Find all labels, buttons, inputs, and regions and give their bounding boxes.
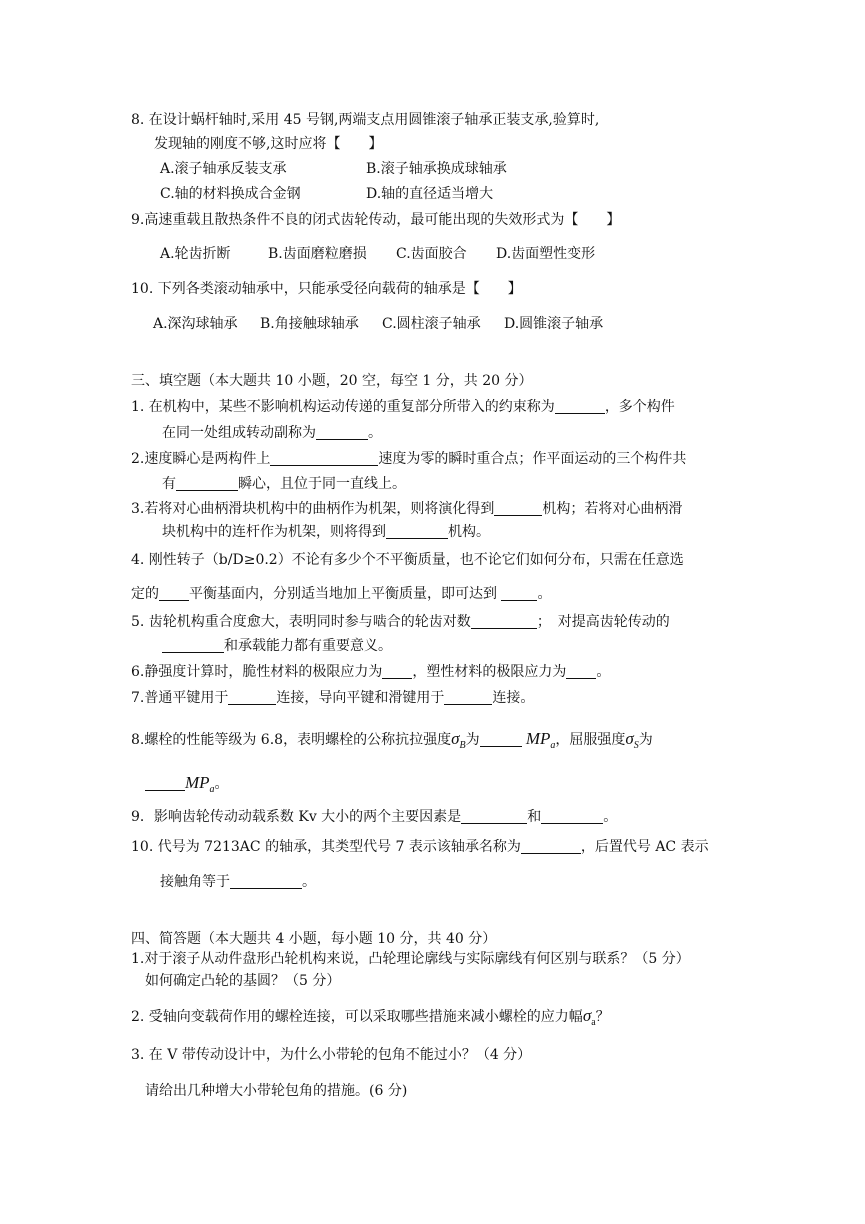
mcq10-line1: 10. 下列各类滚动轴承中，只能承受径向载荷的轴承是【 】 (131, 281, 522, 297)
fill9-blank2[interactable] (541, 809, 603, 824)
fill8-blank2[interactable] (145, 776, 185, 791)
mcq9-option-d: D.齿面塑性变形 (496, 246, 596, 262)
fill1-line2: 在同一处组成转动副称为 。 (162, 425, 382, 441)
mcq10-option-b: B.角接触球轴承 (260, 316, 359, 332)
mcq9-option-a: A.轮齿折断 (160, 246, 231, 262)
short3-line1: 3. 在 V 带传动设计中，为什么小带轮的包角不能过小？（4 分） (131, 1047, 532, 1063)
fill4-blank2[interactable] (501, 586, 537, 601)
sigma-s-symbol: $\sigma_S$ (625, 729, 639, 751)
fill2-blank2[interactable] (176, 476, 238, 491)
fill2-line2: 有 瞬心，且位于同一直线上。 (162, 476, 406, 492)
fill3-blank1[interactable] (494, 501, 542, 516)
fill4-blank1[interactable] (159, 586, 189, 601)
fill2-line1: 2.速度瞬心是两构件上 速度为零的瞬时重合点；作平面运动的三个构件共 (131, 451, 687, 467)
fill-heading: 三、填空题（本大题共 10 小题，20 空，每空 1 分，共 20 分） (131, 373, 533, 389)
fill7-blank2[interactable] (444, 690, 492, 705)
fill9-blank1[interactable] (461, 809, 527, 824)
mcq8-line1: 8. 在设计蜗杆轴时,采用 45 号钢,两端支点用圆锥滚子轴承正装支承,验算时, (131, 112, 600, 128)
fill3-line1: 3.若将对心曲柄滑块机构中的曲柄作为机架，则将演化得到 机构；若将对心曲柄滑 (131, 501, 683, 517)
mcq8-option-b: B.滚子轴承换成球轴承 (366, 161, 507, 177)
sigma-a-symbol: $\sigma_a$ (582, 1006, 596, 1028)
fill5-blank2[interactable] (162, 638, 224, 653)
fill5-line2: 和承载能力都有重要意义。 (162, 637, 392, 655)
fill10-line1: 10. 代号为 7213AC 的轴承，其类型代号 7 表示该轴承名称为 ，后置代号 AC 表示 (131, 839, 709, 855)
mcq10-option-d: D.圆锥滚子轴承 (504, 316, 604, 332)
mcq9-line1: 9.高速重载且散热条件不良的闭式齿轮传动，最可能出现的失效形式为【 】 (131, 212, 621, 228)
mcq8-option-d: D.轴的直径适当增大 (366, 186, 494, 202)
short1-line1: 1.对于滚子从动件盘形凸轮机构来说，凸轮理论廓线与实际廓线有何区别与联系？（5 分） (131, 951, 690, 967)
fill1-blank1[interactable] (555, 399, 605, 414)
fill8-line1: 8.螺栓的性能等级为 6.8，表明螺栓的公称抗拉强度$\sigma_B$为 $MP_a$，屈服强度$\sigma_S$为 (131, 729, 653, 751)
fill10-blank2[interactable] (230, 874, 302, 889)
mcq10-option-a: A.深沟球轴承 (153, 316, 238, 332)
fill6-blank1[interactable] (382, 664, 412, 679)
mpa-unit: $MP_a$ (525, 729, 556, 751)
short-heading: 四、简答题（本大题共 4 小题，每小题 10 分，共 40 分） (131, 931, 497, 947)
fill5-line1: 5. 齿轮机构重合度愈大，表明同时参与啮合的轮齿对数 ； 对提高齿轮传动的 (131, 614, 670, 630)
fill3-blank2[interactable] (386, 524, 448, 539)
fill4-line1: 4. 刚性转子（b/D≥0.2）不论有多少个不平衡质量，也不论它们如何分布，只需在任意选 (131, 552, 684, 568)
fill4-line2: 定的 平衡基面内，分别适当地加上平衡质量，即可达到 。 (131, 586, 552, 602)
short2-line1: 2. 受轴向变载荷作用的螺栓连接，可以采取哪些措施来减小螺栓的应力幅$\sigma_a$？ (131, 1006, 610, 1028)
mcq9-option-c: C.齿面胶合 (396, 246, 467, 262)
fill8-blank1[interactable] (480, 732, 522, 747)
fill10-line2: 接触角等于 。 (160, 874, 316, 890)
fill10-blank1[interactable] (521, 839, 581, 854)
short3-line2: 请给出几种增大小带轮包角的措施。(6 分) (145, 1083, 408, 1099)
fill1-line1: 1. 在机构中，某些不影响机构运动传递的重复部分所带入的约束称为 ，多个构件 (131, 399, 675, 415)
fill8-line2: $MP_a$。 (145, 772, 229, 801)
mpa-unit-2: $MP_a$ (185, 773, 215, 795)
short1-line2: 如何确定凸轮的基圆？（5 分） (145, 973, 341, 989)
fill3-line2: 块机构中的连杆作为机架，则将得到 机构。 (162, 524, 490, 540)
mcq8-option-a: A.滚子轴承反装支承 (160, 161, 287, 177)
mcq9-option-b: B.齿面磨粒磨损 (268, 246, 367, 262)
mcq10-option-c: C.圆柱滚子轴承 (382, 316, 481, 332)
fill7-blank1[interactable] (228, 690, 276, 705)
mcq8-option-c: C.轴的材料换成合金钢 (160, 186, 301, 202)
fill1-blank2[interactable] (316, 425, 368, 440)
fill9-line1: 9．影响齿轮传动动载系数 Kv 大小的两个主要因素是 和 。 (131, 809, 618, 825)
fill6-blank2[interactable] (566, 664, 596, 679)
fill7-line1: 7.普通平键用于 连接，导向平键和滑键用于 连接。 (131, 690, 535, 706)
fill2-blank1[interactable] (270, 451, 378, 466)
fill6-line1: 6.静强度计算时，脆性材料的极限应力为 ，塑性材料的极限应力为 。 (131, 664, 611, 680)
mcq8-line2: 发现轴的刚度不够,这时应将【 】 (154, 136, 383, 152)
fill5-blank1[interactable] (471, 614, 537, 629)
sigma-b-symbol: $\sigma_B$ (451, 729, 466, 751)
